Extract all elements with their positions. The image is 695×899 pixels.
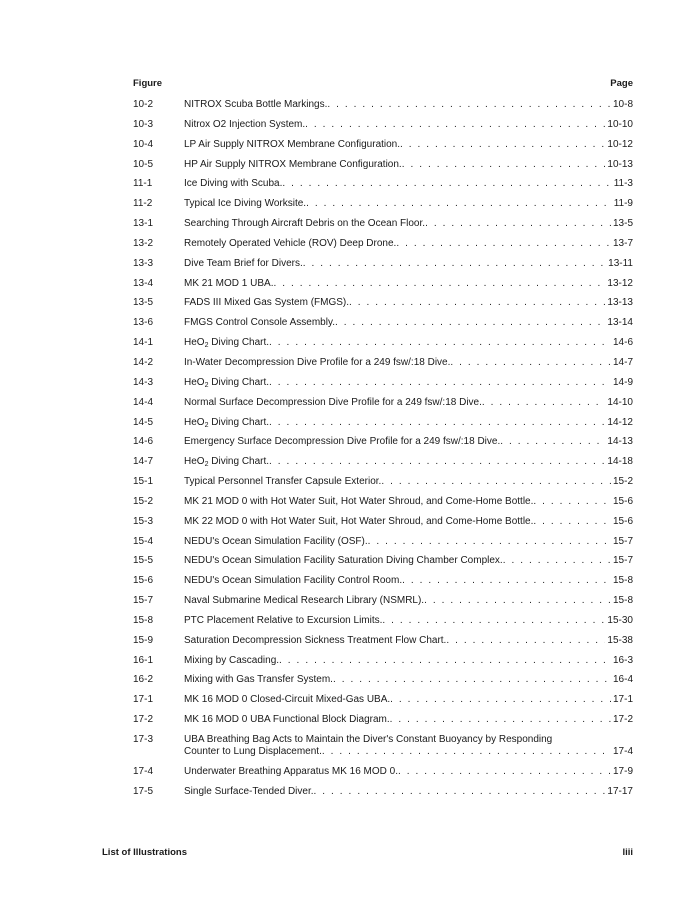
figure-number: 15-3: [133, 515, 154, 527]
dot-leader: [303, 258, 606, 270]
figure-title: MK 21 MOD 0 with Hot Water Suit, Hot Water Shroud, and Come-Home Bottle.: [184, 495, 534, 507]
page-number: 16-4: [612, 674, 633, 686]
figure-number: 14-1: [133, 337, 154, 349]
dot-leader: [500, 436, 605, 448]
footer-page-number: liii: [622, 847, 633, 858]
figure-title: Naval Submarine Medical Research Library (NSMRL).: [184, 595, 425, 607]
figure-title: NITROX Scuba Bottle Markings.: [184, 99, 328, 110]
figure-title: Typical Ice Diving Worksite.: [184, 198, 307, 210]
figure-number: 13-5: [133, 297, 154, 309]
page-number: 15-7: [612, 555, 633, 567]
figure-title-line1: UBA Breathing Bag Acts to Maintain the Diver's Constant Buoyancy by Responding: [184, 734, 553, 745]
dot-leader: [398, 766, 611, 778]
list-item: [133, 714, 633, 726]
list-item: [133, 595, 633, 607]
page-number: 14-10: [607, 396, 633, 408]
figure-number: 14-7: [133, 456, 154, 468]
dot-leader: [446, 635, 605, 647]
page-number: 14-9: [612, 376, 633, 388]
dot-leader: [503, 555, 611, 567]
figure-number: 10-5: [133, 158, 154, 170]
figure-number: 15-8: [133, 614, 154, 626]
figure-number: 14-4: [133, 396, 154, 408]
figure-number: 15-2: [133, 495, 154, 507]
page-number: 15-6: [612, 515, 633, 527]
list-item: [133, 655, 633, 667]
list-item: [133, 218, 633, 230]
dot-leader: [424, 595, 611, 607]
figure-number: 10-4: [133, 138, 154, 150]
figure-number: 15-5: [133, 555, 154, 567]
page-number: 13-5: [612, 218, 633, 230]
dot-leader: [269, 377, 611, 389]
list-item: [133, 357, 633, 369]
figure-number: 13-1: [133, 218, 154, 230]
figure-title: Searching Through Aircraft Debris on the Ocean Floor.: [184, 218, 426, 230]
figure-title: HeO$_2$ Diving Chart.: [184, 376, 270, 389]
page-number: 17-2: [612, 714, 633, 726]
figure-title: MK 16 MOD 0 UBA Functional Block Diagram.: [184, 714, 390, 726]
figure-title: Counter to Lung Displacement.: [184, 746, 322, 757]
figure-title: Dive Team Brief for Divers.: [184, 257, 303, 269]
list-item: [133, 278, 633, 290]
dot-leader: [381, 476, 611, 488]
figure-number: 17-4: [133, 766, 154, 777]
figure-number: 13-2: [133, 237, 154, 249]
list-item: [133, 476, 633, 488]
page-number: 15-7: [612, 535, 633, 547]
figure-number: 15-7: [133, 595, 154, 607]
list-item: [133, 635, 633, 647]
figure-title: In-Water Decompression Dive Profile for a 249 fsw/:18 Dive.: [184, 356, 451, 368]
dot-leader: [400, 139, 605, 151]
list-item: [133, 417, 633, 429]
figure-title: HeO$_2$ Diving Chart.: [184, 416, 270, 429]
page-number: 10-8: [612, 99, 633, 110]
dot-leader: [279, 655, 611, 667]
figure-title: Typical Personnel Transfer Capsule Exterior.: [184, 476, 382, 488]
list-item: [133, 734, 633, 758]
dot-leader: [450, 357, 611, 369]
list-item: [133, 317, 633, 329]
list-item: [133, 575, 633, 587]
figure-title: Nitrox O2 Injection System.: [184, 118, 306, 130]
page-number: 13-11: [608, 257, 633, 269]
list-item: [133, 496, 633, 508]
page-number: 14-18: [607, 456, 633, 468]
page-number: 14-6: [612, 337, 633, 349]
figure-title: Remotely Operated Vehicle (ROV) Deep Drone.: [184, 237, 397, 249]
dot-leader: [390, 694, 611, 706]
figure-title: Ice Diving with Scuba.: [184, 178, 283, 190]
page-number: 16-3: [612, 654, 633, 666]
figure-number: 17-2: [133, 714, 154, 726]
dot-leader: [390, 714, 611, 726]
list-item: [133, 456, 633, 468]
list-item: [133, 536, 633, 548]
figure-number: 15-9: [133, 634, 154, 646]
figure-column-header: Figure: [133, 78, 163, 89]
dot-leader: [322, 746, 611, 758]
figure-number: 14-3: [133, 376, 154, 388]
list-item: [133, 337, 633, 349]
figure-number: 17-3: [133, 734, 154, 745]
page-number: 15-8: [612, 575, 633, 587]
figure-number: 10-2: [133, 99, 154, 110]
page-number: 17-17: [607, 785, 633, 797]
page-column-header: Page: [610, 78, 633, 89]
dot-leader: [533, 496, 611, 508]
dot-leader: [382, 615, 605, 627]
dot-leader: [335, 317, 605, 329]
figure-number: 16-2: [133, 674, 154, 686]
list-item: [133, 377, 633, 389]
dot-leader: [273, 278, 605, 290]
list-item: [133, 766, 633, 778]
figure-number: 14-2: [133, 356, 154, 368]
figure-number: 15-1: [133, 476, 154, 488]
page-number: 11-9: [613, 198, 633, 210]
figure-title: HeO$_2$ Diving Chart.: [184, 337, 270, 350]
page-number: 10-13: [607, 158, 633, 170]
figure-title: PTC Placement Relative to Excursion Limits.: [184, 614, 383, 626]
figure-number: 15-6: [133, 575, 154, 587]
figure-number: 17-1: [133, 694, 154, 706]
page-number: 13-13: [607, 297, 633, 309]
figure-title: NEDU's Ocean Simulation Facility (OSF).: [184, 535, 368, 547]
page-number: 13-7: [612, 237, 633, 249]
figure-title: Emergency Surface Decompression Dive Profile for a 249 fsw/:18 Dive.: [184, 436, 501, 448]
list-item: [133, 436, 633, 448]
dot-leader: [327, 99, 611, 111]
dot-leader: [269, 337, 611, 349]
list-item: [133, 258, 633, 270]
figure-number: 15-4: [133, 535, 154, 547]
figure-title: Mixing by Cascading.: [184, 654, 280, 666]
figure-title: LP Air Supply NITROX Membrane Configuration.: [184, 138, 401, 150]
figure-title: NEDU's Ocean Simulation Facility Saturation Diving Chamber Complex.: [184, 555, 503, 567]
figure-title: MK 22 MOD 0 with Hot Water Suit, Hot Water Shroud, and Come-Home Bottle.: [184, 515, 534, 527]
page-number: 10-12: [607, 138, 633, 150]
figure-number: 11-2: [133, 198, 153, 210]
list-item: [133, 139, 633, 151]
figure-number: 10-3: [133, 118, 154, 130]
figure-number: 13-4: [133, 277, 154, 289]
page-number: 17-9: [612, 766, 633, 777]
list-item: [133, 178, 633, 190]
dot-leader: [269, 456, 605, 468]
figure-number: 13-6: [133, 317, 154, 329]
dot-leader: [482, 397, 606, 409]
list-item: [133, 674, 633, 686]
figure-title: FMGS Control Console Assembly.: [184, 317, 335, 329]
figure-title: HeO$_2$ Diving Chart.: [184, 456, 270, 469]
page-number: 15-30: [607, 614, 633, 626]
figure-number: 17-5: [133, 785, 154, 797]
dot-leader: [402, 159, 606, 171]
page-number: 14-13: [607, 436, 633, 448]
page-number: 15-38: [607, 634, 633, 646]
figure-title: NEDU's Ocean Simulation Facility Control Room.: [184, 575, 403, 587]
dot-leader: [305, 119, 605, 131]
figure-title: Mixing with Gas Transfer System.: [184, 674, 333, 686]
page-number: 13-14: [607, 317, 633, 329]
page-number: 11-3: [613, 178, 633, 190]
figure-number: 11-1: [133, 178, 153, 190]
dot-leader: [306, 198, 612, 210]
dot-leader: [402, 575, 611, 587]
illustration-list: [133, 99, 633, 806]
figure-number: 13-3: [133, 257, 154, 269]
figure-title: Underwater Breathing Apparatus MK 16 MOD 0.: [184, 766, 398, 777]
list-item: [133, 159, 633, 171]
list-item: [133, 555, 633, 567]
footer-section-title: List of Illustrations: [102, 847, 187, 858]
list-item: [133, 119, 633, 131]
dot-leader: [425, 218, 611, 230]
dot-leader: [533, 516, 611, 528]
list-item: [133, 198, 633, 210]
list-item: [133, 516, 633, 528]
page-number: 15-6: [612, 495, 633, 507]
list-item: [133, 238, 633, 250]
figure-number: 16-1: [133, 654, 154, 666]
dot-leader: [349, 297, 605, 309]
list-item: [133, 297, 633, 309]
dot-leader: [368, 536, 611, 548]
dot-leader: [333, 674, 611, 686]
figure-number: 14-5: [133, 416, 154, 428]
dot-leader: [396, 238, 611, 250]
figure-number: 14-6: [133, 436, 154, 448]
page-number: 14-12: [607, 416, 633, 428]
figure-title: Single Surface-Tended Diver.: [184, 785, 314, 797]
page-number: 17-4: [612, 746, 633, 757]
list-item: [133, 615, 633, 627]
figure-title: HP Air Supply NITROX Membrane Configuration.: [184, 158, 402, 170]
page-number: 17-1: [612, 694, 633, 706]
page-number: 14-7: [612, 356, 633, 368]
list-item: [133, 786, 633, 798]
page-number: 15-2: [612, 476, 633, 488]
dot-leader: [269, 417, 605, 429]
list-item: [133, 99, 633, 111]
page-number: 15-8: [612, 595, 633, 607]
list-item: [133, 694, 633, 706]
figure-title: MK 16 MOD 0 Closed-Circuit Mixed-Gas UBA.: [184, 694, 391, 706]
dot-leader: [314, 786, 606, 798]
dot-leader: [282, 178, 611, 190]
figure-title: MK 21 MOD 1 UBA.: [184, 277, 274, 289]
figure-title: Saturation Decompression Sickness Treatment Flow Chart.: [184, 634, 447, 646]
page-number: 13-12: [607, 277, 633, 289]
figure-title: Normal Surface Decompression Dive Profile for a 249 fsw/:18 Dive.: [184, 396, 482, 408]
figure-title: FADS III Mixed Gas System (FMGS).: [184, 297, 350, 309]
page-number: 10-10: [607, 118, 633, 130]
list-item: [133, 397, 633, 409]
